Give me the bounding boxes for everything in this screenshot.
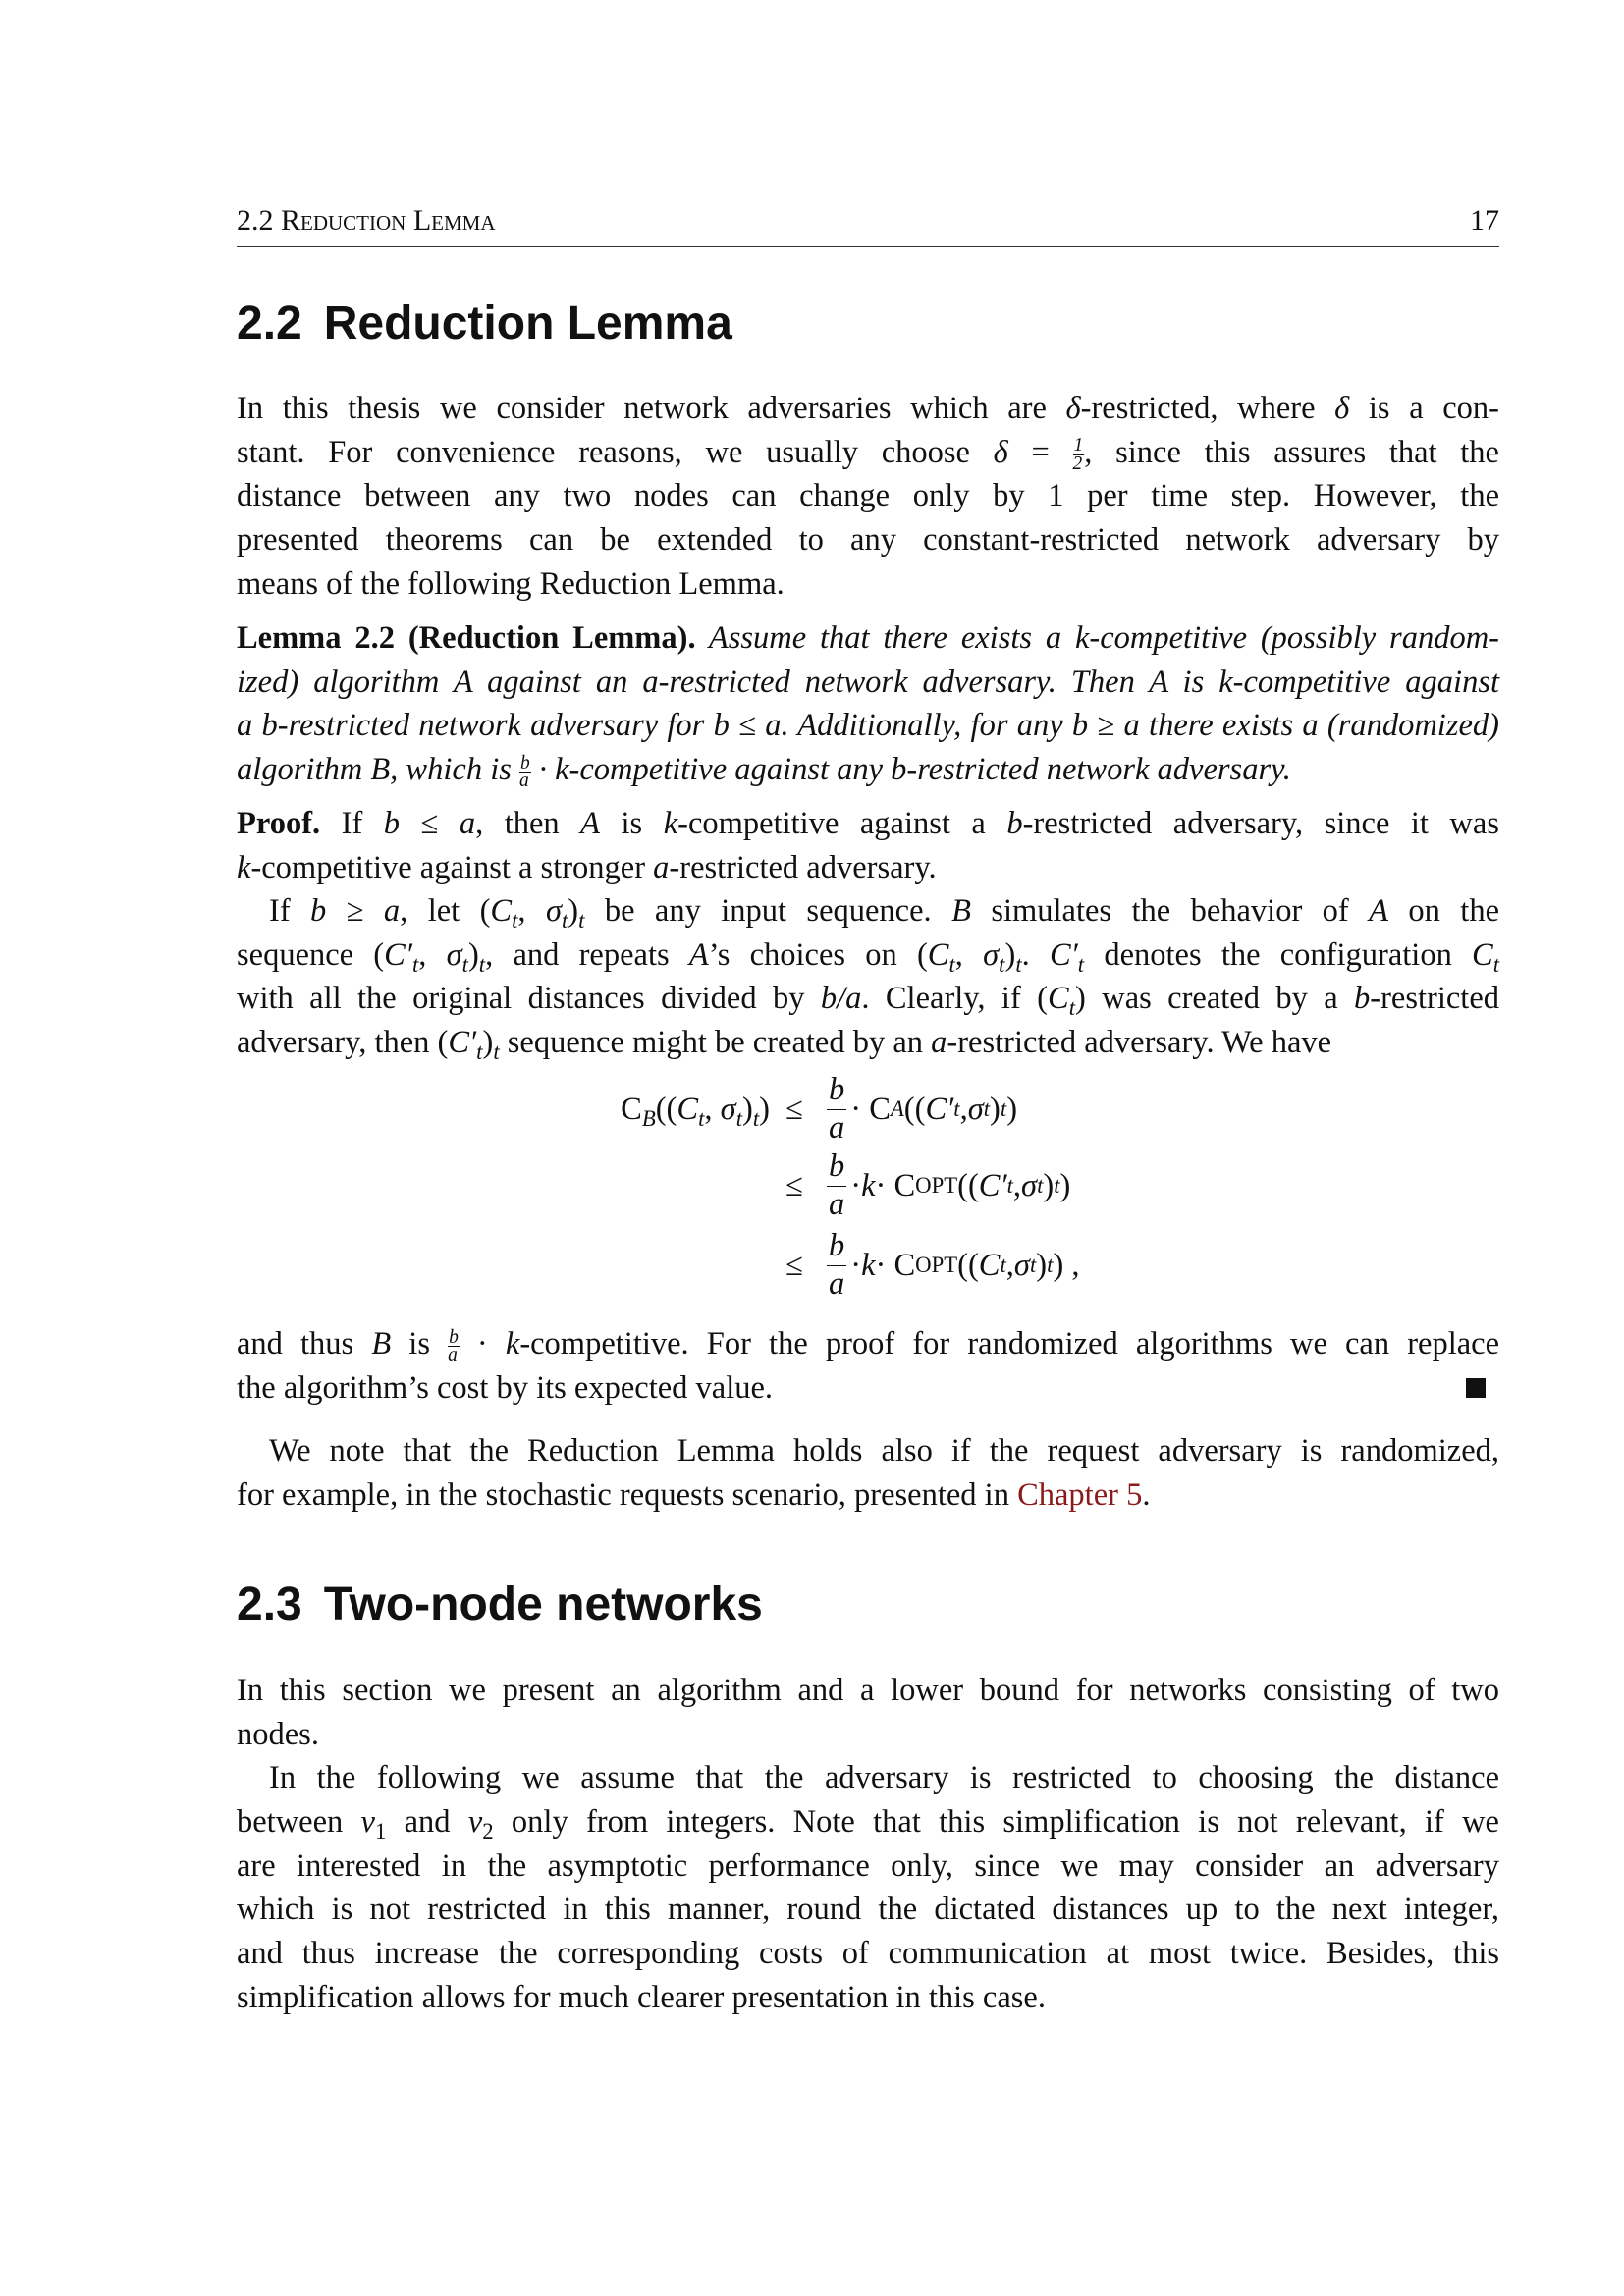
text-run: adversary, then ( [237, 1025, 449, 1061]
text-run: Assume that there exists a k-competitive (possibly random- [695, 620, 1499, 656]
proof-paragraph [237, 802, 1499, 889]
text-run: ≤ [400, 806, 460, 841]
text-run: sequence ( [237, 936, 385, 973]
text-line [237, 616, 1499, 661]
text-run: t [735, 1105, 743, 1131]
text-run: -restricted [1370, 981, 1499, 1017]
text-run: -competitive against a stronger [250, 849, 654, 885]
text-run: , and repeats [485, 936, 689, 973]
text-run: on the [1388, 893, 1499, 929]
text-line [237, 1366, 1499, 1411]
text-run: v [467, 1804, 483, 1841]
chapter-link[interactable]: Chapter 5 [1017, 1476, 1143, 1513]
text-run: . Clearly, if ( [861, 981, 1048, 1017]
text-run: In this thesis we consider network adversaries which are [237, 391, 1066, 426]
text-run: σ [983, 936, 1000, 973]
text-run: C [1048, 981, 1069, 1017]
text-line [237, 1473, 1499, 1518]
text-run: C [621, 1092, 642, 1127]
text-run: . [1021, 936, 1050, 973]
text-run: C′ [448, 1025, 477, 1061]
text-run: C [927, 936, 949, 973]
text-line [237, 474, 1499, 518]
text-run: C′ [1050, 936, 1078, 973]
text-run: distance between any two nodes can change only by 1 per time step. However, the [237, 478, 1499, 514]
text-run: In the following we assume that the adversary is restricted to choosing the distance [269, 1760, 1499, 1796]
text-run: C′ [384, 936, 412, 973]
text-line [237, 748, 1499, 792]
text-line [237, 518, 1499, 562]
text-line [237, 1888, 1499, 1932]
text-run: is [600, 806, 664, 841]
text-run: are interested in the asymptotic performance only, since we may consider an adversary [237, 1847, 1499, 1884]
text-run: σ [967, 1091, 984, 1127]
text-line [237, 1322, 1499, 1366]
text-run: = [1007, 434, 1073, 470]
text-run: · [850, 1167, 862, 1203]
text-run: ) [1036, 1247, 1048, 1283]
text-run: and [386, 1804, 468, 1841]
text-run: be any input sequence. [584, 893, 952, 929]
text-run: σ [1021, 1167, 1038, 1203]
text-run: . [1142, 1476, 1151, 1513]
section-number: 2.3 [237, 1578, 302, 1630]
text-run: the algorithm’s cost by its expected value. [237, 1369, 774, 1406]
text-run: δ [1334, 391, 1350, 426]
text-run: ) [990, 1091, 1001, 1127]
text-run: t [493, 1039, 500, 1064]
text-run: t [1077, 951, 1085, 977]
fraction-numerator: b [827, 1228, 846, 1265]
text-run: ) [1006, 1091, 1018, 1127]
text-run: only from integers. Note that this simplification is not relevant, if we [493, 1804, 1499, 1841]
text-run: simulates the behavior of [970, 893, 1370, 929]
text-line [237, 1844, 1499, 1889]
text-run: t [512, 907, 518, 933]
bold-label: Proof. [237, 806, 321, 841]
text-run: , [704, 1092, 721, 1127]
text-run: a [931, 1025, 947, 1061]
text-run: b [1006, 806, 1023, 841]
text-run: C [978, 1247, 1001, 1283]
note-paragraph [237, 1429, 1499, 1517]
text-line [237, 431, 1499, 475]
text-run: ) [742, 1092, 753, 1127]
section-title: Two-node networks [323, 1578, 763, 1630]
fraction-numerator: b [449, 1326, 459, 1348]
text-run: a b-restricted network adversary for b ≤ a. Additionally, for any b ≥ a there exists a (randomized) [237, 708, 1499, 744]
text-run: , [954, 936, 984, 973]
fraction [448, 1326, 460, 1366]
text-run: ) [1004, 936, 1016, 973]
text-run: t [1015, 951, 1022, 977]
text-run: ) [482, 1025, 494, 1061]
text-line [237, 1976, 1499, 2020]
text-run: C [490, 893, 513, 929]
text-line [237, 387, 1499, 431]
text-run: -restricted adversary. [669, 849, 937, 885]
text-run: B [371, 1326, 392, 1362]
text-run: between [237, 1804, 361, 1841]
text-run: -competitive. For the proof for randomized algorithms we can replace [519, 1326, 1500, 1362]
text-run: t [578, 907, 585, 933]
text-run: , then [475, 806, 581, 841]
text-line [237, 1756, 1499, 1800]
text-run: a [459, 806, 476, 841]
text-line [237, 562, 1499, 607]
text-run: , [1012, 1167, 1022, 1203]
text-line [237, 934, 1499, 978]
text-run: t [461, 951, 468, 977]
fraction-denominator: a [829, 1265, 845, 1302]
text-run: t [752, 1105, 760, 1131]
lemma-2-2 [237, 616, 1499, 792]
text-run: A [580, 806, 601, 841]
text-run: and thus increase the corresponding costs of communication at most twice. Besides, this [237, 1936, 1499, 1972]
text-run: is [391, 1326, 449, 1362]
text-run: ) [1059, 1167, 1071, 1203]
fraction-numerator: b [827, 1148, 846, 1186]
fraction [519, 752, 531, 792]
section-heading-2-2 [237, 294, 732, 353]
text-run: t [411, 951, 419, 977]
section-number: 2.2 [237, 297, 302, 349]
text-run: t [1492, 951, 1500, 977]
text-line [237, 846, 1499, 890]
text-run: A [1369, 893, 1388, 929]
text-run: t [948, 951, 955, 977]
text-run: t [478, 951, 486, 977]
text-run: , [418, 936, 447, 973]
text-line [237, 1800, 1499, 1844]
text-run: and thus [237, 1326, 372, 1362]
text-run: -competitive against a [677, 806, 1007, 841]
equation-rhs: $\frac{b}{a}$ · k · C OPT (( C t , σ t ) t ) , [829, 1228, 1080, 1302]
text-run: ized) algorithm A against an a-restricted network adversary. Then A is k-competitive against [237, 664, 1499, 700]
page-number: 17 [1470, 204, 1499, 237]
text-run: (( [957, 1247, 979, 1283]
text-run: · C [875, 1247, 916, 1283]
text-run: b/a [820, 981, 862, 1017]
paragraph-intro [237, 387, 1499, 606]
text-run: b [310, 893, 327, 929]
text-run: t [999, 951, 1005, 977]
section-heading-2-3 [237, 1575, 763, 1634]
qed-square-icon [1466, 1366, 1486, 1411]
text-run: (( [655, 1092, 677, 1127]
text-run: ’s choices on ( [708, 936, 928, 973]
text-run: a [653, 849, 670, 885]
text-run: C [677, 1092, 699, 1127]
text-run: (( [957, 1167, 979, 1203]
text-run: is a con- [1349, 391, 1499, 426]
fraction [1073, 437, 1085, 472]
fraction-denominator: 2 [1072, 453, 1083, 474]
text-run: a [383, 893, 401, 929]
text-run: k [663, 806, 678, 841]
text-run: · [459, 1326, 506, 1362]
text-run: b [1354, 981, 1371, 1017]
text-run: v [360, 1804, 375, 1841]
equation-row [0, 1147, 1624, 1225]
equation-lhs [621, 1070, 770, 1148]
text-line [237, 1669, 1499, 1713]
running-header-section: 2.2 Reduction Lemma [237, 204, 496, 237]
text-run: A [688, 936, 709, 973]
text-run: , [517, 893, 546, 929]
text-line [237, 661, 1499, 705]
fraction-denominator: a [519, 771, 529, 792]
text-run: 1 [374, 1818, 387, 1843]
text-run: t [561, 907, 568, 933]
text-run: with all the original distances divided by [237, 981, 821, 1017]
text-run: 2 [482, 1818, 494, 1843]
text-run: presented theorems can be extended to any constant-restricted network adversary by [237, 522, 1499, 559]
text-run: for example, in the stochastic requests scenario, presented in [237, 1476, 1018, 1513]
text-run: · [850, 1247, 862, 1283]
text-line [237, 1021, 1499, 1065]
equation-rel: ≤ [785, 1168, 803, 1203]
text-run: σ [720, 1092, 736, 1127]
equation-rel: ≤ [785, 1248, 803, 1283]
text-run: C [1472, 936, 1493, 973]
text-run: , let ( [400, 893, 491, 929]
fraction-numerator: b [520, 752, 530, 774]
text-run: σ [446, 936, 462, 973]
text-run: δ [993, 434, 1008, 470]
header-rule [237, 246, 1499, 247]
text-run: ) was created by a [1075, 981, 1355, 1017]
text-line [237, 1429, 1499, 1473]
fraction [827, 1148, 846, 1223]
fraction-numerator: b [827, 1072, 846, 1109]
text-run: ) [568, 893, 579, 929]
text-run: ) , [1053, 1247, 1080, 1283]
text-run: · k-competitive against any b-restricted network adversary. [530, 752, 1291, 788]
text-run: simplification allows for much clearer presentation in this case. [237, 1979, 1046, 2015]
text-line [237, 704, 1499, 748]
text-line [237, 1932, 1499, 1976]
text-run: sequence might be created by an [499, 1025, 932, 1061]
fraction [827, 1228, 846, 1303]
text-run: k [861, 1167, 876, 1203]
text-run: t [1068, 995, 1076, 1021]
fraction-denominator: a [829, 1109, 845, 1146]
text-run: -restricted adversary. We have [947, 1025, 1332, 1061]
fraction-denominator: a [448, 1345, 458, 1366]
equation-rhs: $\frac{b}{a}$ · C A (( C′ t , σ t ) t ) [829, 1072, 1018, 1146]
text-run: k [505, 1326, 520, 1362]
text-run: means of the following Reduction Lemma. [237, 565, 785, 602]
text-run: σ [1013, 1247, 1030, 1283]
text-run: C′ [978, 1167, 1007, 1203]
text-run: ) [467, 936, 479, 973]
equation-rhs: $\frac{b}{a}$ · k · C OPT (( C′ t , σ t ) t ) [829, 1148, 1071, 1222]
text-run: nodes. [237, 1716, 319, 1752]
text-run: t [698, 1105, 705, 1131]
text-run: -restricted adversary, since it was [1022, 806, 1499, 841]
proof-continuation [237, 889, 1499, 1065]
text-line [237, 802, 1499, 846]
text-run: which is not restricted in this manner, round the dictated distances up to the next integer, [237, 1892, 1499, 1928]
text-run: denotes the configuration [1084, 936, 1473, 973]
text-run: , since this assures that the [1084, 434, 1499, 470]
text-run: t [476, 1039, 483, 1064]
section-title: Reduction Lemma [323, 297, 732, 349]
text-run: , [1005, 1247, 1014, 1283]
text-run: If [269, 893, 311, 929]
text-run: stant. For convenience reasons, we usually choose [237, 434, 994, 470]
text-line [237, 977, 1499, 1021]
bold-label: Lemma 2.2 (Reduction Lemma). [237, 620, 696, 656]
equation-row [0, 1070, 1624, 1148]
text-run: C′ [925, 1091, 954, 1127]
running-header [237, 204, 1499, 243]
text-run: ≥ [326, 893, 384, 929]
text-run: -restricted, where [1080, 391, 1335, 426]
text-run: (( [903, 1091, 926, 1127]
text-run: · C [875, 1167, 916, 1203]
two-node-paragraph [237, 1669, 1499, 2020]
text-line [237, 889, 1499, 934]
text-run: , [959, 1091, 968, 1127]
text-run: δ [1065, 391, 1081, 426]
fraction [827, 1072, 846, 1147]
text-run: algorithm B, which is [237, 752, 519, 788]
text-run: B [641, 1105, 656, 1131]
text-run: · C [850, 1091, 891, 1127]
equation-rel: ≤ [785, 1092, 803, 1127]
fraction-numerator: 1 [1073, 435, 1084, 456]
text-run: ) [759, 1092, 770, 1127]
proof-conclusion [237, 1322, 1499, 1410]
text-run: If [320, 806, 384, 841]
text-run: B [951, 893, 971, 929]
text-run: b [383, 806, 401, 841]
text-run: σ [545, 893, 562, 929]
fraction-denominator: a [829, 1186, 845, 1222]
text-run: In this section we present an algorithm and a lower bound for networks consisting of two [237, 1673, 1499, 1708]
text-run: We note that the Reduction Lemma holds also if the request adversary is randomized, [269, 1433, 1499, 1468]
text-run: ) [1043, 1167, 1055, 1203]
text-run: k [237, 849, 251, 885]
equation-row [0, 1226, 1624, 1305]
text-run: k [861, 1247, 876, 1283]
text-line [237, 1713, 1499, 1757]
